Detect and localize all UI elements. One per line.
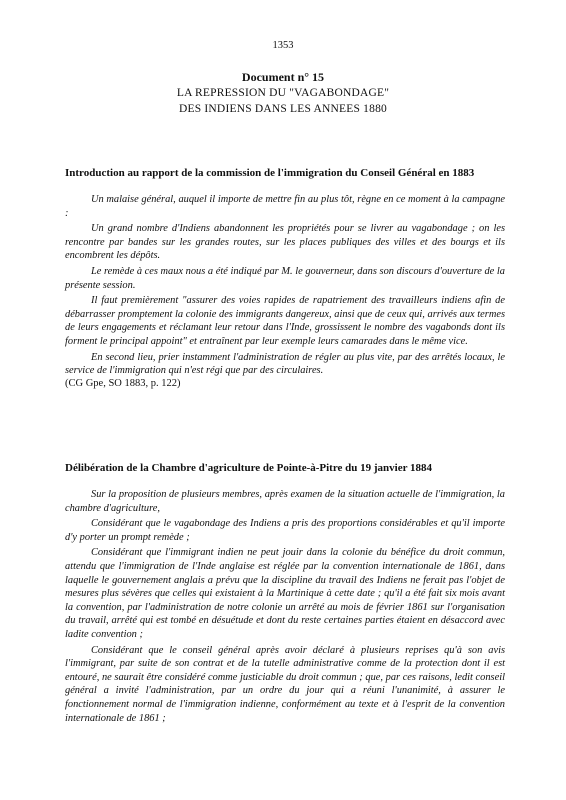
section-2-paragraph: Considérant que le conseil général après avoir déclaré à plusieurs reprises qu'à son avis l'immigrant, par suite de son contrat et de la tutelle administrative comme de la protection dont il est entouré, ne saurait être considéré comme justiciable du droit commun ; que, par ces raisons, ledit conseil général a invité l'administration, par un ordre du jour qui a réuni l'unanimité, à assurer le fonctionnement normal de l'immigration indienne, conformément au texte et à l'esprit de la convention internationale de 1861 ;	[65, 644, 505, 724]
section-1-body	[65, 193, 505, 380]
section-2-body	[65, 488, 505, 727]
section-1-paragraph: En second lieu, prier instamment l'administration de régler au plus vite, par des arrêtés locaux, le service de l'immigration qui n'est régi que par des circulaires.	[65, 351, 505, 377]
section-2-paragraph: Considérant que l'immigrant indien ne peut jouir dans la colonie du bénéfice du droit commun, attendu que l'immigration de l'Inde anglaise est réglée par la convention internationale de 1861, dans laquelle le gouvernement anglais a prévu que la discipline du travail des Indiens ne ferait pas l'objet de mesures plus sévères que celles qui existaient à la Martinique à cette date ; qu'il a été fait six mois avant la convention, par l'administration de notre colonie un arrêté au mois de février 1861 sur l'organisation du travail, arrêté qui est tombé en désuétude et dont du reste certaines parties étaient en désaccord avec ladite convention ;	[65, 547, 505, 640]
document-title-line-2: DES INDIENS DANS LES ANNEES 1880	[179, 103, 387, 115]
section-1-citation: (CG Gpe, SO 1883, p. 122)	[65, 378, 181, 389]
section-1-title: Introduction au rapport de la commission de l'immigration du Conseil Général en 1883	[65, 167, 475, 179]
section-1-paragraph: Le remède à ces maux nous a été indiqué par M. le gouverneur, dans son discours d'ouverture de la présente session.	[65, 265, 505, 291]
document-header	[0, 70, 566, 117]
document-title-line-1: LA REPRESSION DU "VAGABONDAGE"	[176, 87, 390, 99]
section-2-paragraph: Sur la proposition de plusieurs membres, après examen de la situation actuelle de l'immigration, la chambre d'agriculture,	[65, 489, 505, 514]
page-number: 1353	[272, 40, 294, 51]
section-2-paragraph: Considérant que le vagabondage des Indiens a pris des proportions considérables et qu'il importe d'y porter un prompt remède ;	[65, 518, 505, 543]
section-1-paragraph: Il faut premièrement "assurer des voies rapides de rapatriement des travailleurs indiens afin de débarrasser promptement la colonie des immigrants dangereux, ainsi que de ceux qui, arrivés aux termes de leurs engagements et réclamant leur retour dans l'Inde, grossissent le nombre des vagabonds dont ils forment le principal appoint" et entraînent par leur exemple leurs camarades dans le même vice.	[65, 295, 505, 347]
section-1-paragraph: Un grand nombre d'Indiens abandonnent les propriétés pour se livrer au vagabondage ; on les rencontre par bandes sur les grandes routes, sur les places publiques des villes et des bourgs et ils encombrent les dépôts.	[65, 223, 505, 262]
section-2-title: Délibération de la Chambre d'agriculture de Pointe-à-Pitre du 19 janvier 1884	[65, 462, 433, 474]
section-1-paragraph: Un malaise général, auquel il importe de mettre fin au plus tôt, règne en ce moment à la campagne :	[65, 194, 505, 219]
document-number: Document n° 15	[241, 70, 325, 84]
